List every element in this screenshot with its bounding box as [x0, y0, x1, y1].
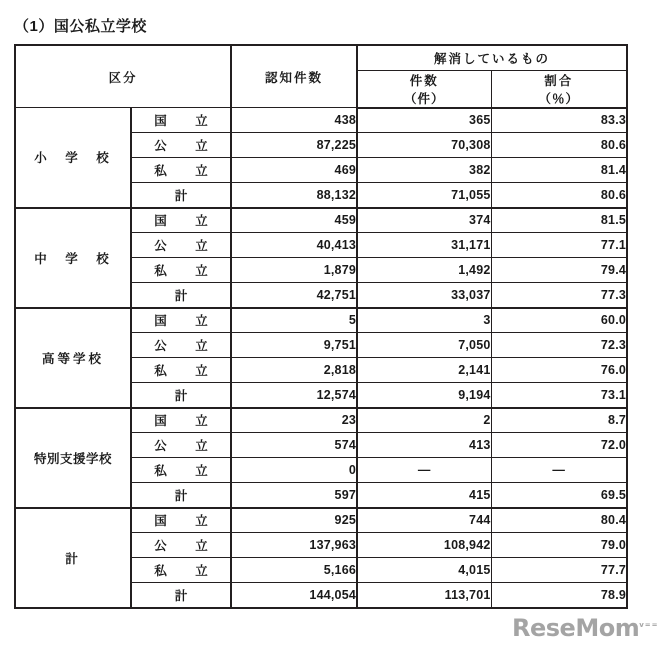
- cell-resolved-count: 31,171: [357, 233, 491, 258]
- cell-resolved-ratio: 8.7: [491, 408, 627, 433]
- cell-resolved-ratio: —: [491, 458, 627, 483]
- cell-resolved-count: —: [357, 458, 491, 483]
- cell-resolved-count: 9,194: [357, 383, 491, 408]
- resemom-watermark: [512, 614, 659, 642]
- cell-resolved-ratio: 60.0: [491, 308, 627, 333]
- cell-resolved-count: 3: [357, 308, 491, 333]
- page-title: （1）国公私立学校: [14, 18, 147, 35]
- cell-resolved-ratio: 77.7: [491, 558, 627, 583]
- cell-resolved-ratio: 83.3: [491, 108, 627, 133]
- row-group-label: 高等学校: [15, 308, 131, 408]
- cell-recognized-count: 40,413: [231, 233, 357, 258]
- row-kind-label: 計: [131, 483, 231, 508]
- watermark-text: ReseMom: [512, 614, 640, 642]
- cell-resolved-ratio: 79.4: [491, 258, 627, 283]
- row-group-label: 小 学 校: [15, 108, 131, 208]
- table-body: [15, 108, 627, 608]
- cell-resolved-count: 71,055: [357, 183, 491, 208]
- cell-recognized-count: 1,879: [231, 258, 357, 283]
- column-header-ratio-unit: （％）: [538, 91, 580, 106]
- row-kind-label: 計: [131, 383, 231, 408]
- row-group-label: 特別支援学校: [15, 408, 131, 508]
- table-row: [15, 208, 627, 233]
- cell-recognized-count: 2,818: [231, 358, 357, 383]
- cell-recognized-count: 0: [231, 458, 357, 483]
- row-kind-label: 計: [131, 583, 231, 608]
- cell-resolved-ratio: 80.6: [491, 133, 627, 158]
- cell-resolved-ratio: 72.0: [491, 433, 627, 458]
- cell-recognized-count: 87,225: [231, 133, 357, 158]
- cell-resolved-count: 365: [357, 108, 491, 133]
- cell-resolved-count: 33,037: [357, 283, 491, 308]
- cell-recognized-count: 469: [231, 158, 357, 183]
- cell-resolved-ratio: 79.0: [491, 533, 627, 558]
- watermark-superscript: v==: [639, 621, 659, 629]
- row-group-label: 計: [15, 508, 131, 608]
- cell-resolved-count: 70,308: [357, 133, 491, 158]
- cell-recognized-count: 597: [231, 483, 357, 508]
- row-kind-label: 公 立: [131, 133, 231, 158]
- cell-recognized-count: 144,054: [231, 583, 357, 608]
- cell-resolved-count: 4,015: [357, 558, 491, 583]
- cell-resolved-ratio: 78.9: [491, 583, 627, 608]
- cell-resolved-ratio: 77.3: [491, 283, 627, 308]
- header-row-top: [15, 45, 627, 70]
- row-kind-label: 計: [131, 183, 231, 208]
- row-kind-label: 公 立: [131, 233, 231, 258]
- cell-resolved-count: 382: [357, 158, 491, 183]
- row-kind-label: 計: [131, 283, 231, 308]
- cell-resolved-ratio: 80.4: [491, 508, 627, 533]
- cell-resolved-count: 113,701: [357, 583, 491, 608]
- cell-resolved-ratio: 80.6: [491, 183, 627, 208]
- column-header-resolved-group: 解消しているもの: [357, 45, 627, 70]
- cell-resolved-count: 7,050: [357, 333, 491, 358]
- statistics-table-container: [14, 44, 626, 609]
- column-header-category: 区分: [15, 45, 231, 108]
- cell-recognized-count: 5: [231, 308, 357, 333]
- statistics-table: [14, 44, 628, 609]
- cell-resolved-count: 2,141: [357, 358, 491, 383]
- row-kind-label: 国 立: [131, 308, 231, 333]
- table-row: [15, 408, 627, 433]
- cell-recognized-count: 23: [231, 408, 357, 433]
- column-header-ratio: [491, 70, 627, 108]
- cell-resolved-ratio: 69.5: [491, 483, 627, 508]
- column-header-count: [357, 70, 491, 108]
- cell-recognized-count: 88,132: [231, 183, 357, 208]
- table-row: [15, 108, 627, 133]
- row-kind-label: 国 立: [131, 408, 231, 433]
- cell-resolved-ratio: 81.5: [491, 208, 627, 233]
- column-header-ratio-label: 割合: [544, 73, 574, 88]
- cell-recognized-count: 9,751: [231, 333, 357, 358]
- cell-resolved-ratio: 72.3: [491, 333, 627, 358]
- row-kind-label: 私 立: [131, 358, 231, 383]
- row-kind-label: 国 立: [131, 508, 231, 533]
- cell-resolved-count: 2: [357, 408, 491, 433]
- cell-resolved-count: 413: [357, 433, 491, 458]
- row-kind-label: 私 立: [131, 558, 231, 583]
- row-kind-label: 私 立: [131, 258, 231, 283]
- cell-resolved-ratio: 73.1: [491, 383, 627, 408]
- row-kind-label: 公 立: [131, 333, 231, 358]
- table-row: [15, 508, 627, 533]
- row-group-label: 中 学 校: [15, 208, 131, 308]
- cell-recognized-count: 12,574: [231, 383, 357, 408]
- cell-recognized-count: 438: [231, 108, 357, 133]
- row-kind-label: 国 立: [131, 208, 231, 233]
- cell-resolved-count: 374: [357, 208, 491, 233]
- row-kind-label: 私 立: [131, 458, 231, 483]
- cell-recognized-count: 574: [231, 433, 357, 458]
- column-header-count-unit: （件）: [404, 91, 445, 106]
- table-row: [15, 308, 627, 333]
- cell-recognized-count: 5,166: [231, 558, 357, 583]
- cell-resolved-count: 108,942: [357, 533, 491, 558]
- cell-resolved-ratio: 76.0: [491, 358, 627, 383]
- row-kind-label: 公 立: [131, 533, 231, 558]
- cell-resolved-count: 744: [357, 508, 491, 533]
- cell-recognized-count: 459: [231, 208, 357, 233]
- cell-resolved-count: 1,492: [357, 258, 491, 283]
- column-header-count-label: 件数: [409, 73, 439, 88]
- cell-recognized-count: 42,751: [231, 283, 357, 308]
- row-kind-label: 国 立: [131, 108, 231, 133]
- row-kind-label: 私 立: [131, 158, 231, 183]
- cell-resolved-ratio: 77.1: [491, 233, 627, 258]
- column-header-recognized: 認知件数: [231, 45, 357, 108]
- cell-resolved-count: 415: [357, 483, 491, 508]
- row-kind-label: 公 立: [131, 433, 231, 458]
- table-header: [15, 45, 627, 108]
- cell-recognized-count: 137,963: [231, 533, 357, 558]
- cell-resolved-ratio: 81.4: [491, 158, 627, 183]
- cell-recognized-count: 925: [231, 508, 357, 533]
